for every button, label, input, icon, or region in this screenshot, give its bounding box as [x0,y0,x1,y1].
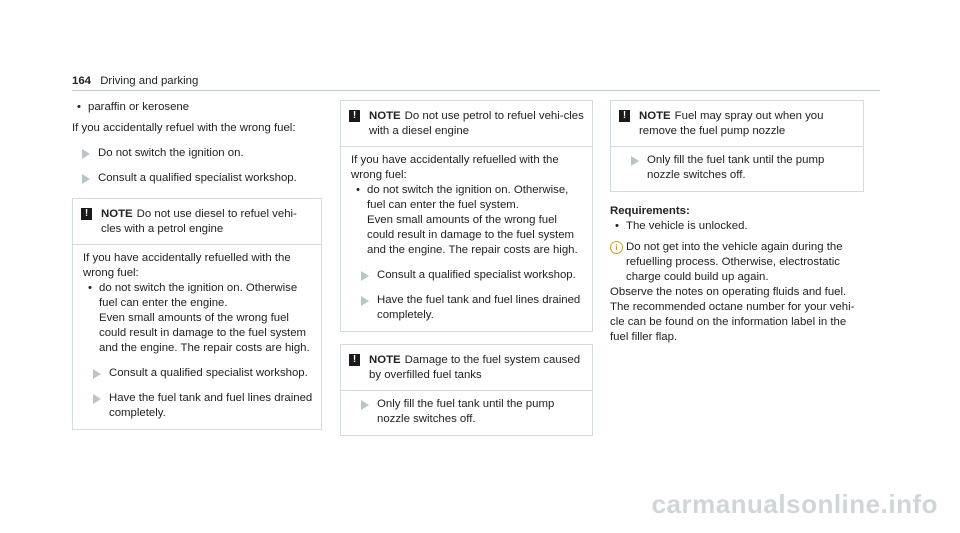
note-intro: If you have accidentally refuelled with the wrong fuel: [351,154,559,181]
note-label: NOTE [369,110,401,122]
note-label: NOTE [101,208,133,220]
note-petrol-box [340,100,593,332]
note-detail: Even small amounts of the wrong fuel could result in damage to the fuel system and the engine. The repair costs are high. [367,214,578,256]
requirement-bullet: • The vehicle is unlocked. [610,219,864,234]
step-arrow-icon [361,400,369,410]
note-header [73,199,321,245]
note-header [341,345,592,391]
note-bullet: • do not switch the ignition on. Otherwise fuel can enter the engine. [83,281,313,311]
section-title: Driving and parking [100,75,199,87]
note-step-1: Consult a qualified specialist workshop. [351,268,584,283]
note-header [341,101,592,147]
note-body [73,245,321,429]
note-detail: Even small amounts of the wrong fuel could result in damage to the fuel system and the engine. The repair costs are high. [99,312,310,354]
page-header [72,74,880,91]
note-body [611,147,863,191]
step-arrow-icon [631,156,639,166]
info-note: i Do not get into the vehicle again during the refuelling process. Otherwise, electrostatic charge could build up again. [610,240,864,285]
column-3 [610,100,864,345]
note-step-1: Only fill the fuel tank until the pump nozzle switches off. [621,153,855,183]
note-body [341,391,592,435]
observe-text: Observe the notes on operating fluids and fuel. [610,286,847,298]
bullet-paraffin: • paraffin or kerosene [72,100,322,115]
note-step-2: Have the fuel tank and fuel lines drained completely. [83,391,313,421]
warning-icon: ! [349,110,360,122]
note-diesel-box [72,198,322,430]
column-1 [72,100,322,430]
step-arrow-icon [361,271,369,281]
note-spray-box [610,100,864,192]
warning-icon: ! [619,110,630,122]
note-bullet: • do not switch the ignition on. Otherwise, fuel can enter the fuel system. [351,183,584,213]
step-arrow-icon [93,394,101,404]
step-arrow-icon [82,174,90,184]
note-title: Do not use petrol to refuel vehi-cles with a diesel engine [369,110,584,137]
step-arrow-icon [361,296,369,306]
page-number: 164 [72,75,92,87]
note-step-1: Consult a qualified specialist workshop. [83,366,313,381]
note-title: Damage to the fuel system caused by overfilled fuel tanks [369,354,581,381]
note-step-2: Have the fuel tank and fuel lines drained completely. [351,293,584,323]
step-arrow-icon [82,149,90,159]
info-icon: i [610,241,623,254]
note-label: NOTE [639,110,671,122]
warning-icon: ! [349,354,360,366]
note-intro: If you have accidentally refuelled with the wrong fuel: [83,252,291,279]
note-overfill-box [340,344,593,436]
step-arrow-icon [93,369,101,379]
requirements-label: Requirements: [610,205,690,217]
column-2 [340,100,593,436]
step-ignition: Do not switch the ignition on. [72,146,322,161]
note-label: NOTE [369,354,401,366]
accident-text: If you accidentally refuel with the wrong fuel: [72,122,296,134]
warning-icon: ! [81,208,92,220]
note-title: Do not use diesel to refuel vehi-cles with a petrol engine [101,208,297,235]
note-header [611,101,863,147]
octane-text: The recommended octane number for your vehi-cle can be found on the information label in the fuel filler flap. [610,301,855,343]
note-title: Fuel may spray out when you remove the fuel pump nozzle [639,110,824,137]
note-body [341,147,592,331]
watermark: carmanualsonline.info [651,489,938,519]
note-step-1: Only fill the fuel tank until the pump nozzle switches off. [351,397,584,427]
step-workshop: Consult a qualified specialist workshop. [72,171,322,186]
